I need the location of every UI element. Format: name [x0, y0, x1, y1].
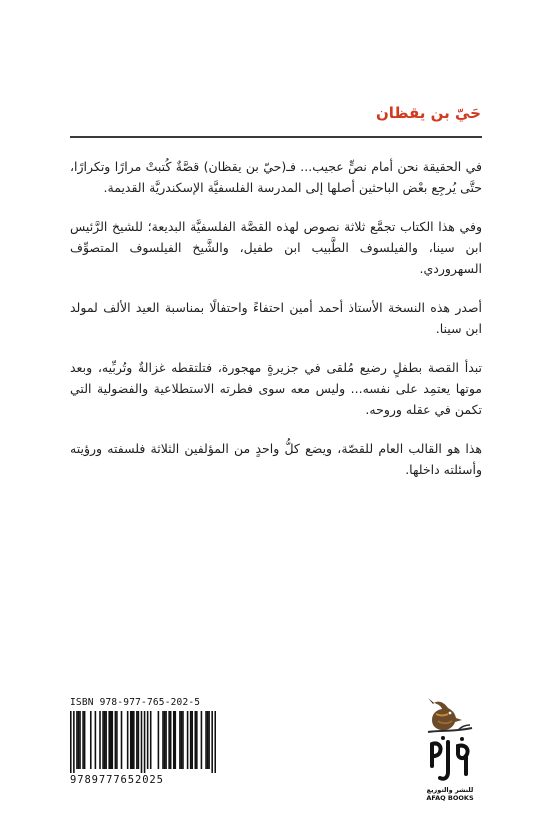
barcode-bar [102, 711, 104, 769]
barcode-bar [158, 711, 160, 769]
title-divider [70, 136, 482, 138]
blurb [70, 156, 482, 498]
barcode-bar [181, 711, 183, 769]
barcode-icon [70, 711, 216, 773]
barcode-bar [207, 711, 209, 769]
barcode-bar [110, 711, 112, 769]
barcode-bar [194, 711, 196, 769]
bird-on-branch-logo-icon [414, 694, 486, 786]
barcode-bar [90, 711, 92, 769]
barcode-bar [182, 711, 184, 769]
barcode-bar [138, 711, 140, 769]
barcode-bar [190, 711, 192, 769]
barcode-bar [208, 711, 210, 769]
barcode-bar [99, 711, 101, 769]
isbn-label: ISBN 978-977-765-202-5 [70, 697, 201, 708]
blurb-paragraph-1: في الحقيقة نحن أمام نصٍّ عجيب... فـ(حيّ بن يقظان) قصَّةٌ كُتبتْ مرارًا وتكرارًا، حتَّى يُرجِع بعْض الباحثين أصلها إلى المدرسة الفلسفيَّة الإسكندريَّة القديمة. [70, 159, 482, 195]
barcode-bar [105, 711, 107, 769]
barcode-bar [127, 711, 129, 769]
blurb-paragraph-3: أصدر هذه النسخة الأستاذ أحمد أمين احتفاءً واحتفالًا بمناسبة العيد الألف لمولد ابن سينا. [70, 300, 482, 336]
publisher-name-en: AFAQ BOOKS [426, 794, 474, 802]
barcode-bar [78, 711, 80, 769]
barcode-bar [175, 711, 177, 769]
barcode-bar [76, 711, 78, 769]
publisher-logo [414, 694, 486, 802]
book-title: حَيّ بن يقظان [375, 104, 481, 122]
publisher-sub-ar: للنشر والتوزيع [426, 786, 474, 794]
barcode-bar [84, 711, 86, 769]
barcode-bar [147, 711, 149, 769]
barcode-bar [144, 711, 146, 773]
barcode-bar [205, 711, 207, 769]
barcode-bar [201, 711, 203, 769]
blurb-paragraph-5: هذا هو القالب العام للقصّة، ويضع كلُّ واحدٍ من المؤلفين الثلاثة فلسفته ورؤيته وأسئلته داخلها. [70, 441, 482, 477]
blurb-paragraph-2: وفي هذا الكتاب تجمَّع ثلاثة نصوص لهذه القصَّة الفلسفيَّة البديعة؛ للشيخ الرَّئيس ابن سينا، والفيلسوف الطَّبيب ابن طفيل، والشَّيخ الفيلسوف المتصوِّف السهروردي. [70, 219, 482, 276]
barcode-bar [79, 711, 81, 769]
barcode-bar [179, 711, 181, 769]
barcode-bar [104, 711, 106, 769]
barcode-bar [130, 711, 132, 769]
isbn-barcode-block [70, 697, 216, 795]
barcode-bar [116, 711, 118, 769]
barcode-bar [121, 711, 123, 769]
barcode-bar [168, 711, 170, 769]
barcode-bar [162, 711, 164, 769]
barcode-bar [196, 711, 198, 769]
barcode-bar [164, 711, 166, 769]
barcode-bar [131, 711, 133, 769]
barcode-bar [170, 711, 172, 769]
barcode-bar [111, 711, 113, 769]
barcode-bar [173, 711, 175, 769]
barcode-bar [95, 711, 97, 769]
barcode-bar [214, 711, 216, 773]
barcode-bar [187, 711, 189, 769]
isbn-digits: 9789777652025 [70, 774, 164, 786]
barcode-bar [141, 711, 143, 773]
publisher-sub-label [414, 786, 486, 802]
blurb-paragraph-4: تبدأ القصة بطفلٍ رضيع مُلقى في جزيرةٍ مهجورة، فتلتقطه غزالةٌ وتُربِّيه، وبعد موتها يعتمِد على نفسه... وليس معه سوى فطرته الاستطلاعية والفضولية التي تكمن في عقله وروحه. [70, 360, 482, 417]
barcode-bar [136, 711, 138, 769]
barcode-bar [191, 711, 193, 769]
barcode-bar [165, 711, 167, 769]
barcode-bar [115, 711, 117, 769]
barcode-bar [73, 711, 75, 773]
barcode-bar [82, 711, 84, 769]
barcode-bar [150, 711, 152, 769]
barcode-bar [108, 711, 110, 769]
barcode-bar [211, 711, 213, 773]
barcode-bar [133, 711, 135, 769]
barcode-bar [70, 711, 72, 773]
